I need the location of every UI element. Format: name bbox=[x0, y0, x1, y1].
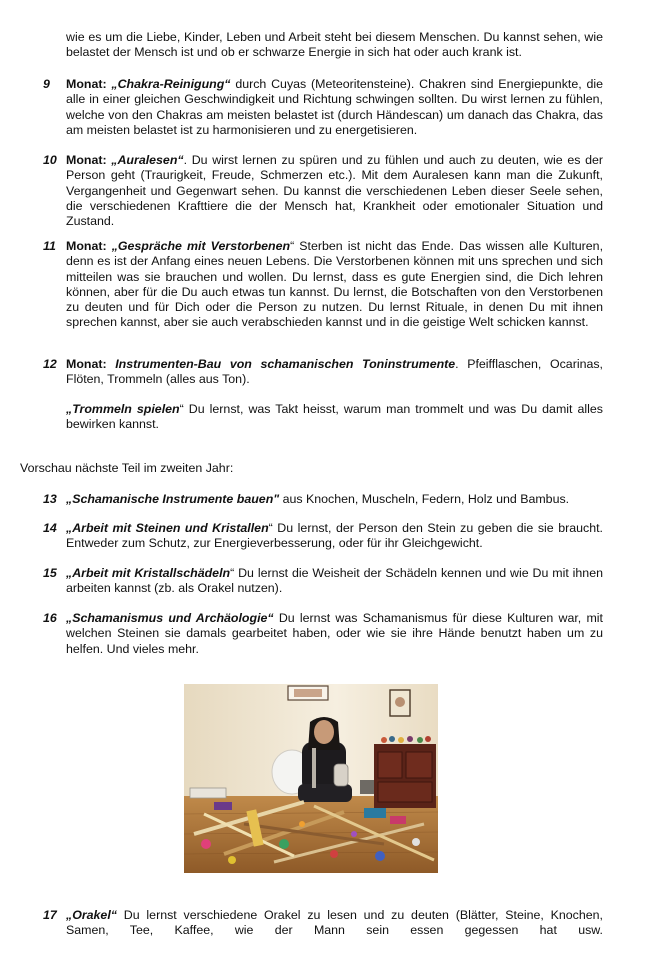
photo-illustration bbox=[184, 684, 438, 873]
topic-15-paragraph bbox=[66, 566, 603, 597]
topic-text: “ Du lernst, der Person den Stein zu geben die sie braucht. Entweder zum Schutz, zur Energieverbesserung, oder für ihr Gleichgewicht. bbox=[66, 521, 603, 551]
topic-title: „Arbeit mit Steinen und Kristallen bbox=[66, 521, 269, 535]
item-number: 13 bbox=[43, 492, 57, 506]
item-number: 12 bbox=[43, 357, 57, 371]
trommeln-title: „Trommeln spielen bbox=[66, 402, 180, 416]
topic-text: aus Knochen, Muscheln, Federn, Holz und Bambus. bbox=[279, 492, 570, 506]
picture-detail bbox=[294, 689, 322, 697]
month-title: „Auralesen“ bbox=[111, 153, 184, 167]
trommeln-text: “ Du lernst, was Takt heisst, warum man trommelt und was Du damit alles bewirken kannst. bbox=[66, 402, 603, 432]
topic-title: „Arbeit mit Kristallschädeln bbox=[66, 566, 231, 580]
topic-13-paragraph bbox=[66, 492, 603, 507]
item-number: 11 bbox=[43, 239, 56, 253]
portrait-face bbox=[395, 697, 405, 707]
topic-14-paragraph bbox=[66, 521, 603, 552]
topic-17-paragraph bbox=[66, 908, 603, 939]
shaman-instruments-photo bbox=[184, 684, 438, 873]
topic-text: “ Du lernst die Weisheit der Schädeln kennen und wie Du mit ihnen arbeiten kannst (zb. als Orakel nutzen). bbox=[66, 566, 603, 596]
intro-paragraph: wie es um die Liebe, Kinder, Leben und Arbeit steht bei diesem Menschen. Du kannst sehen, wie belastet der Mensch ist und ob er schwarze Energie in sich hat oder auch krank ist. bbox=[66, 30, 603, 60]
item-number: 16 bbox=[43, 611, 57, 625]
trommeln-paragraph bbox=[66, 402, 603, 433]
month-11-paragraph bbox=[66, 239, 603, 331]
month-label: Monat: bbox=[66, 357, 116, 371]
preview-heading: Vorschau nächste Teil im zweiten Jahr: bbox=[20, 461, 234, 475]
month-text: “ Sterben ist nicht das Ende. Das wissen alle Kulturen, denn es ist der Anfang eines neuen Lebens. Die Verstorbenen können mit uns sprechen und sich mitteilen was sie brauchen und wollen. Du lernst, dass es gute Energien sind, die Dich lehren können, aber für die Du auch etwas tun kannst. Du lernst, die Botschaften von den Verstorbenen zu deuten und für Dich oder die Person zu nutzen. Du lernst Rituale, in denen Du mit ihnen sprechen kannst, aber sie auch verabschieden kannst und in die geistige Welt schicken kannst. bbox=[66, 239, 604, 330]
topic-title: „Orakel“ bbox=[66, 908, 117, 922]
person-face bbox=[314, 720, 334, 744]
item-number: 14 bbox=[43, 521, 57, 535]
topic-title: „Schamanische Instrumente bauen" bbox=[66, 492, 280, 506]
item-number: 15 bbox=[43, 566, 57, 580]
month-text: durch Cuyas (Meteoritensteine). Chakren sind Energiepunkte, die alle in einer gleichen Geschwindigkeit und Richtung schwingen sollten. Du wirst lernen zu fühlen, welche von den Chakras am meisten belastet ist (durch Händescan) um danach das Chakra, das am meisten belastet ist zu harmonisieren und zu energetisieren. bbox=[66, 77, 603, 137]
month-label: Monat: bbox=[66, 77, 112, 91]
month-title: Instrumenten-Bau von schamanischen Toninstrumente bbox=[115, 357, 456, 371]
month-text: . Pfeifflaschen, Ocarinas, Flöten, Trommeln (alles aus Ton). bbox=[66, 357, 603, 387]
month-10-paragraph bbox=[66, 153, 603, 229]
item-number: 17 bbox=[43, 908, 57, 922]
month-text: . Du wirst lernen zu spüren und zu fühlen und auch zu deuten, wie es der Person geht (Traurigkeit, Freude, Schmerzen etc.). Mit dem Auralesen kann man die Zukunft, Vergangenheit und Gegenwart sehen. Du kannst die verschiedenen Leben dieser Seele sehen, die verschiedenen Krafttiere die der Mensch hat, Krankheit oder emotionaler Situation und Zustand. bbox=[66, 153, 603, 229]
topic-16-paragraph bbox=[66, 611, 603, 657]
topic-text: Du lernst verschiedene Orakel zu lesen und zu deuten (Blätter, Steine, Knochen, Samen, Tee, Kaffee, wie der Mann sein essen gegessen hat usw. bbox=[66, 908, 603, 938]
month-label: Monat: bbox=[66, 239, 112, 253]
item-number: 9 bbox=[43, 77, 50, 91]
item-number: 10 bbox=[43, 153, 57, 167]
month-12-paragraph bbox=[66, 357, 603, 388]
topic-title: „Schamanismus und Archäologie“ bbox=[66, 611, 274, 625]
topic-text: Du lernst was Schamanismus für diese Kulturen war, mit welchen Steinen sie damals gearbeitet haben, oder wie sie ihre Hände benutzt haben um zu helfen. Und vieles mehr. bbox=[66, 611, 603, 656]
month-title: „Gespräche mit Verstorbenen bbox=[111, 239, 291, 253]
month-label: Monat: bbox=[66, 153, 112, 167]
month-9-paragraph bbox=[66, 77, 603, 138]
month-title: „Chakra-Reinigung“ bbox=[111, 77, 231, 91]
